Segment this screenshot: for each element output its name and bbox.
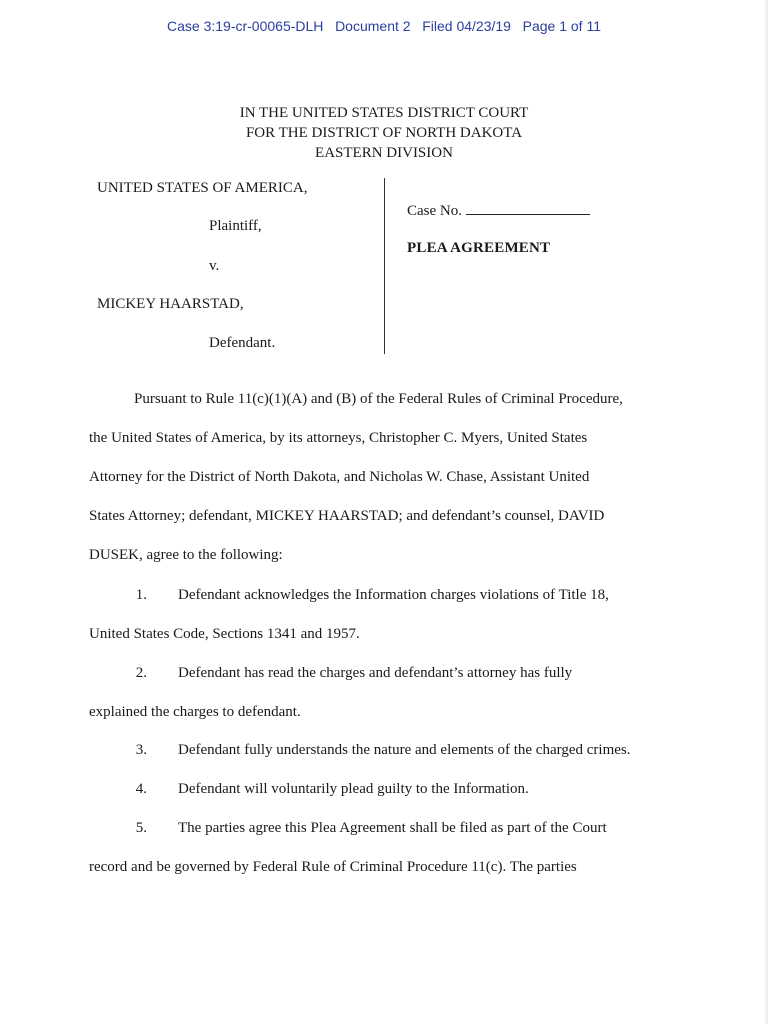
document-title: PLEA AGREEMENT (407, 240, 551, 256)
page-edge-shadow (764, 0, 768, 1024)
paragraph-4-line-1: Defendant will voluntarily plead guilty to the Information. (178, 781, 529, 797)
paragraph-3-number: 3. (135, 742, 147, 758)
intro-line-2: the United States of America, by its attorneys, Christopher C. Myers, United States (89, 430, 588, 446)
intro-line-3: Attorney for the District of North Dakota, and Nicholas W. Chase, Assistant United (89, 469, 590, 485)
plaintiff-name: UNITED STATES OF AMERICA, (97, 180, 308, 196)
case-number-blank (466, 200, 590, 215)
paragraph-1-number: 1. (135, 587, 147, 603)
paragraph-5-line-2: record and be governed by Federal Rule of Criminal Procedure 11(c). The parties (89, 859, 577, 875)
defendant-role: Defendant. (209, 335, 276, 351)
caption-divider (384, 178, 385, 354)
intro-line-4: States Attorney; defendant, MICKEY HAARSTAD; and defendant’s counsel, DAVID (89, 508, 605, 524)
court-heading-line-3: EASTERN DIVISION (315, 145, 453, 161)
court-heading (0, 103, 768, 163)
paragraph-2-line-2: explained the charges to defendant. (89, 704, 301, 720)
paragraph-2-number: 2. (135, 665, 147, 681)
intro-line-1: Pursuant to Rule 11(c)(1)(A) and (B) of the Federal Rules of Criminal Procedure, (134, 391, 623, 407)
court-heading-line-1: IN THE UNITED STATES DISTRICT COURT (239, 105, 529, 121)
versus-label: v. (209, 258, 220, 274)
defendant-name: MICKEY HAARSTAD, (97, 296, 244, 312)
case-number-line (407, 200, 590, 220)
intro-line-5: DUSEK, agree to the following: (89, 547, 283, 563)
paragraph-2-line-1: Defendant has read the charges and defendant’s attorney has fully (178, 665, 573, 681)
paragraph-1-line-2: United States Code, Sections 1341 and 1957. (89, 626, 360, 642)
paragraph-1-line-1: Defendant acknowledges the Information charges violations of Title 18, (178, 587, 609, 603)
case-number-label: Case No. (407, 203, 462, 219)
court-heading-line-2: FOR THE DISTRICT OF NORTH DAKOTA (245, 125, 523, 141)
paragraph-3-line-1: Defendant fully understands the nature and elements of the charged crimes. (178, 742, 631, 758)
paragraph-5-line-1: The parties agree this Plea Agreement shall be filed as part of the Court (178, 820, 607, 836)
case-caption-info (407, 200, 590, 257)
paragraph-4-number: 4. (135, 781, 147, 797)
plaintiff-role: Plaintiff, (209, 218, 262, 234)
ecf-filing-header: Case 3:19-cr-00065-DLH Document 2 Filed 04/23/19 Page 1 of 11 (167, 18, 601, 34)
paragraph-5-number: 5. (135, 820, 147, 836)
